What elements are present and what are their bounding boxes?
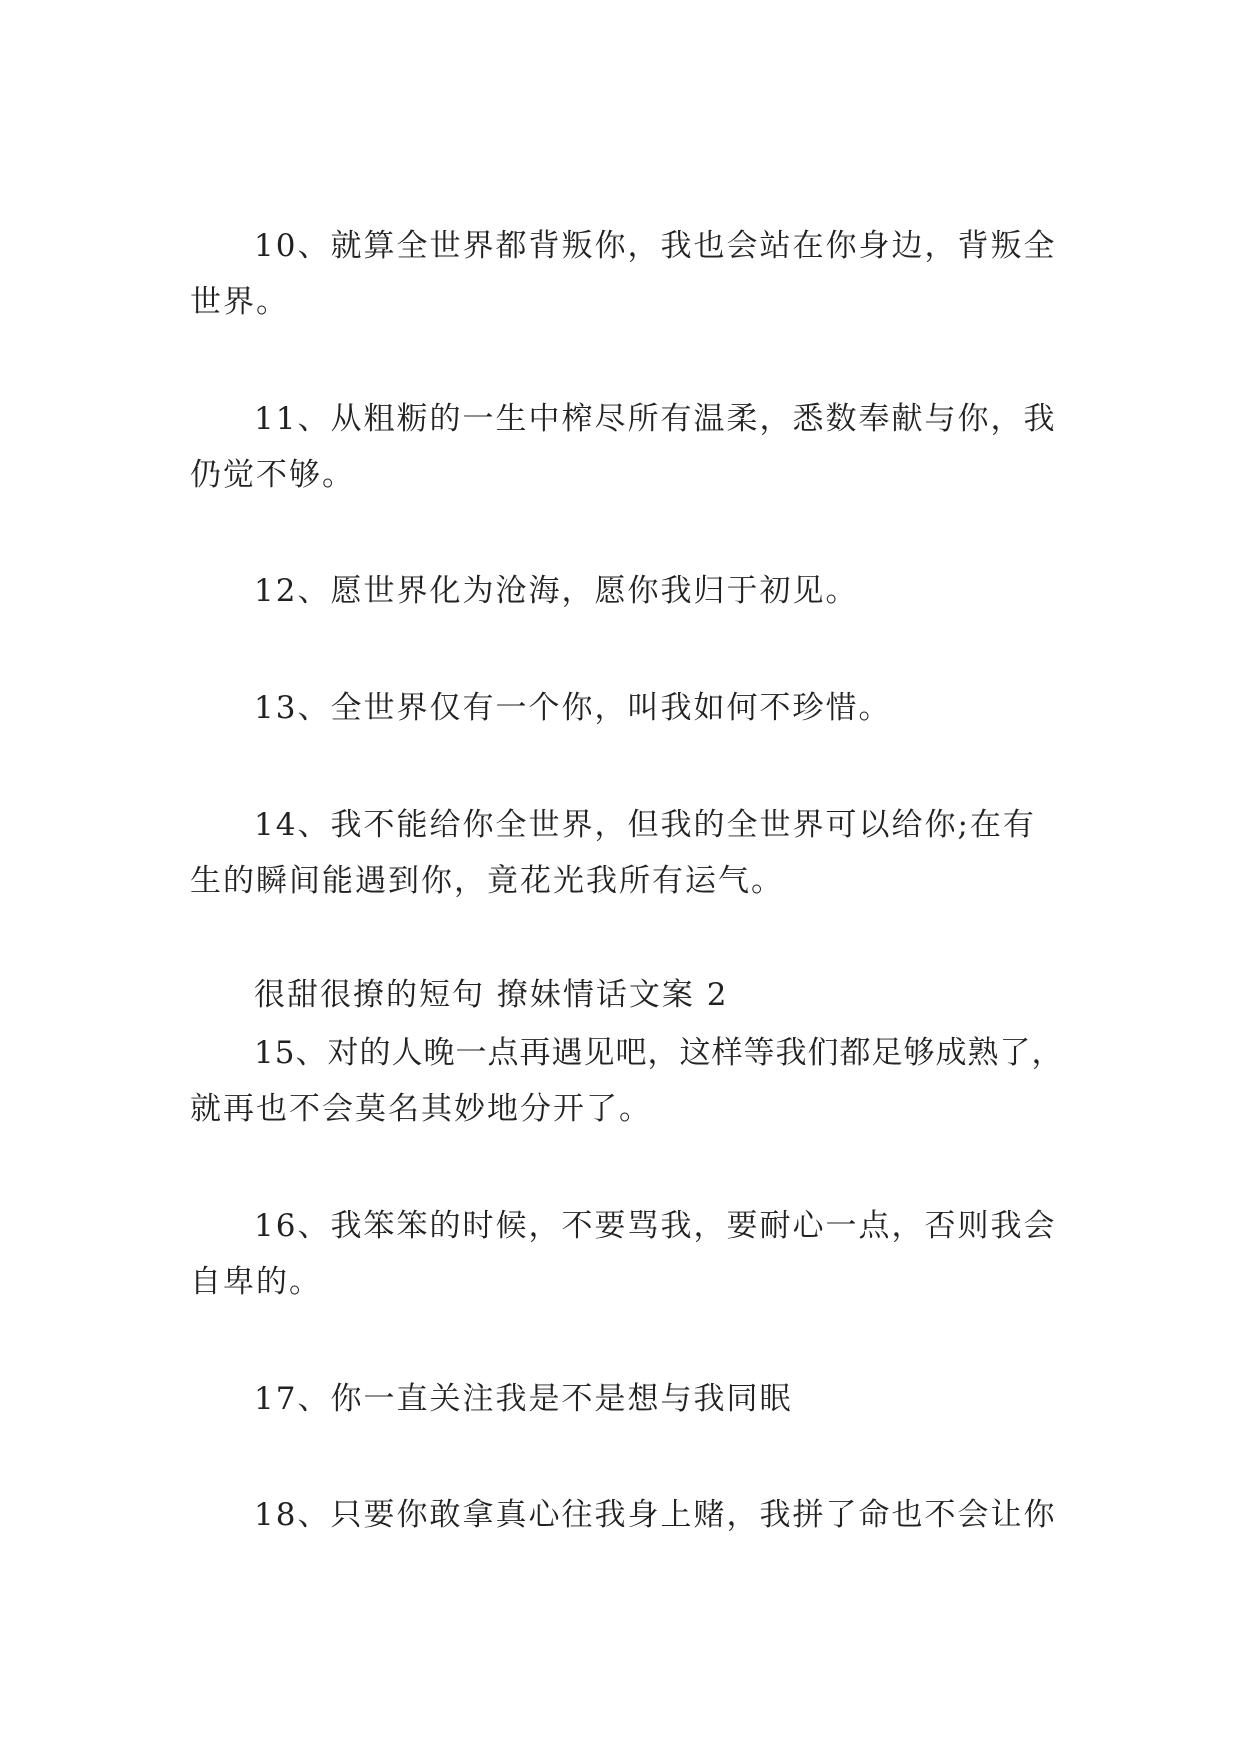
- paragraph-16-line-2: 自卑的。: [190, 1264, 322, 1300]
- paragraph-10-line-1: 10、就算全世界都背叛你，我也会站在你身边，背叛全: [254, 228, 1057, 264]
- paragraph-13-line-1: 13、全世界仅有一个你，叫我如何不珍惜。: [254, 690, 892, 726]
- paragraph-11-line-2: 仍觉不够。: [190, 457, 355, 493]
- paragraph-11-line-1: 11、从粗粝的一生中榨尽所有温柔，悉数奉献与你，我: [254, 401, 1057, 437]
- paragraph-15-line-2: 就再也不会莫名其妙地分开了。: [190, 1091, 652, 1127]
- paragraph-12-line-1: 12、愿世界化为沧海，愿你我归于初见。: [254, 573, 859, 609]
- paragraph-10-line-2: 世界。: [190, 284, 289, 320]
- paragraph-16-line-1: 16、我笨笨的时候，不要骂我，要耐心一点，否则我会: [254, 1208, 1057, 1244]
- paragraph-18-line-1: 18、只要你敢拿真心往我身上赌，我拼了命也不会让你: [254, 1497, 1057, 1533]
- paragraph-14-line-2: 生的瞬间能遇到你，竟花光我所有运气。: [190, 863, 784, 899]
- paragraph-17-line-1: 17、你一直关注我是不是想与我同眠: [254, 1381, 793, 1417]
- paragraph-15-line-1: 15、对的人晚一点再遇见吧，这样等我们都足够成熟了，: [254, 1035, 1064, 1071]
- paragraph-14-line-1: 14、我不能给你全世界，但我的全世界可以给你;在有: [254, 807, 1036, 843]
- section-heading: 很甜很撩的短句 撩妹情话文案 2: [254, 977, 729, 1013]
